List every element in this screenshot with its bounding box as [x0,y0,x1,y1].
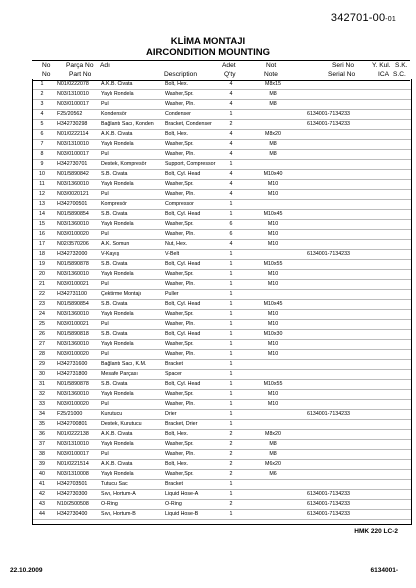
note: M10 [267,321,279,327]
row-number: 9 [40,161,44,167]
part-description: Washer,Spr. [165,271,194,277]
part-number: N03/1360010 [57,341,89,347]
part-description: Washer,Spr. [165,341,194,347]
part-number: N03/0100020 [57,231,89,237]
quantity: 1 [229,281,233,287]
part-name-tr: Destek, Kompresör [101,161,147,167]
part-name-tr: Yaylı Rondela [101,471,134,477]
serial-range: 6134001-7134233 [307,501,351,507]
part-description: Spacer [165,371,182,377]
note: M8 [269,441,277,447]
part-number: N03/1310010 [57,91,89,97]
document-number: 342701-00-01 [330,12,396,24]
note: M10 [267,341,279,347]
note: M10 [267,281,279,287]
part-name-tr: A.K.B. Civata [101,81,133,87]
part-number: N03/1360010 [57,391,89,397]
row-number: 12 [39,191,45,197]
quantity: 1 [229,381,233,387]
note: M10x40 [263,171,283,177]
header-sk-tr: S.K. [395,62,408,69]
part-description: Washer, Pln. [165,401,195,407]
row-number: 20 [39,271,45,277]
quantity: 6 [229,221,233,227]
part-name-tr: A.K.B. Civata [101,461,133,467]
part-description: Washer,Spr. [165,311,194,317]
part-name-tr: Yaylı Rondela [101,271,134,277]
part-name-tr: Kondensör [101,111,127,117]
part-description: V-Belt [165,251,180,257]
part-description: Bolt, Cyl. Head [165,301,201,307]
part-name-tr: Pul [101,151,109,157]
part-number: H342700801 [57,421,88,427]
note: M10 [267,181,279,187]
header-no-en: No [42,71,51,78]
part-number: N01/0221514 [57,461,89,467]
part-description: Washer,Spr. [165,441,194,447]
note: M8x20 [265,131,281,137]
row-number: 10 [39,171,45,177]
header-serial-tr: Seri No [332,62,354,69]
row-number: 17 [39,241,45,247]
part-name-tr: Mesafe Parçası [101,371,138,377]
part-number: N10/2500508 [57,501,89,507]
part-description: Bolt, Hex. [165,81,188,87]
note: M10x55 [263,381,283,387]
part-name-tr: Yaylı Rondela [101,311,134,317]
row-number: 8 [40,151,44,157]
note: M10x30 [263,331,283,337]
part-name-tr: Bağlantı Sacı, Konden [101,121,154,127]
row-number: 22 [39,291,45,297]
part-number: H342703501 [57,481,88,487]
row-number: 38 [39,451,45,457]
row-number: 37 [39,441,45,447]
header-part-en: Part No [69,71,92,78]
row-number: 32 [39,391,45,397]
table-row [33,509,411,520]
part-name-tr: Bağlantı Sacı, K.M. [101,361,147,367]
quantity: 1 [229,481,233,487]
quantity: 1 [229,301,233,307]
part-number: N03/0100017 [57,151,89,157]
quantity: 1 [229,261,233,267]
quantity: 1 [229,491,233,497]
quantity: 1 [229,391,233,397]
part-description: Liquid Hose-A [165,491,199,497]
part-name-tr: Yaylı Rondela [101,181,134,187]
part-description: O-Ring [165,501,182,507]
part-description: Bolt, Hex. [165,431,188,437]
row-number: 15 [39,221,45,227]
part-description: Washer,Spr. [165,471,194,477]
note: M10 [267,401,279,407]
quantity: 1 [229,211,233,217]
part-name-tr: Pul [101,231,109,237]
serial-range: 6134001-7134233 [307,491,351,497]
quantity: 1 [229,251,233,257]
part-number: N03/0100020 [57,401,89,407]
row-number: 4 [40,111,44,117]
note: M8x15 [265,81,281,87]
part-number: H342730300 [57,491,88,497]
part-number: H342732000 [57,251,88,257]
part-description: Bolt, Hex. [165,461,188,467]
quantity: 1 [229,351,233,357]
note: M8x20 [265,431,281,437]
row-number: 5 [40,121,44,127]
note: M10 [267,311,279,317]
header-ica-en: ICA [378,71,389,78]
part-number: H342700501 [57,201,88,207]
part-number: N01/0222078 [57,81,89,87]
part-name-tr: Pul [101,351,109,357]
footer-serial: 6134001- [370,567,398,574]
row-number: 6 [40,131,44,137]
row-number: 42 [39,491,45,497]
quantity: 1 [229,311,233,317]
part-number: N01/5890854 [57,301,89,307]
part-description: Bolt, Cyl. Head [165,381,201,387]
title-english: AIRCONDITION MOUNTING [145,47,271,58]
quantity: 2 [229,431,233,437]
part-name-tr: S.B. Civata [101,171,128,177]
part-description: Washer, Pln. [165,281,195,287]
serial-range: 6134001-7134233 [307,111,351,117]
part-name-tr: Pul [101,321,109,327]
part-description: Bracket [165,361,183,367]
part-name-tr: Pul [101,281,109,287]
quantity: 6 [229,231,233,237]
part-number: N03/0100020 [57,351,89,357]
note: M10 [267,351,279,357]
quantity: 2 [229,441,233,447]
row-number: 11 [39,181,45,187]
row-number: 21 [39,281,45,287]
row-number: 1 [40,81,44,87]
model-name: HMK 220 LC-2 [354,528,398,535]
part-description: Washer, Pln. [165,191,195,197]
quantity: 1 [229,411,233,417]
part-number: F25/20562 [57,111,83,117]
note: M8 [269,91,277,97]
row-number: 16 [39,231,45,237]
part-number: H342731800 [57,371,88,377]
part-name-tr: O-Ring [101,501,118,507]
note: M10 [267,271,279,277]
part-name-tr: Yaylı Rondela [101,221,134,227]
part-number: N03/0100021 [57,281,89,287]
part-description: Condenser [165,111,191,117]
part-number: N03/0020121 [57,191,89,197]
part-description: Bolt, Cyl. Head [165,171,201,177]
quantity: 2 [229,471,233,477]
header-name-tr: Adı [100,62,110,69]
note: M8 [269,451,277,457]
part-description: Bracket, Condenser [165,121,212,127]
row-number: 40 [39,471,45,477]
part-number: N01/5890878 [57,261,89,267]
part-description: Washer, Pln. [165,101,195,107]
part-description: Washer, Pln. [165,351,195,357]
part-name-tr: Yaylı Rondela [101,141,134,147]
part-number: N02/3570206 [57,241,89,247]
title-turkish: KLİMA MONTAJI [170,36,246,47]
quantity: 2 [229,501,233,507]
note: M10 [267,191,279,197]
quantity: 1 [229,321,233,327]
quantity: 1 [229,371,233,377]
part-number: N03/1360010 [57,271,89,277]
part-number: N01/5890842 [57,171,89,177]
parts-table-body [32,79,412,525]
part-number: N01/5890878 [57,381,89,387]
header-note-tr: Not [266,62,277,69]
part-name-tr: Destek, Kurutucu [101,421,142,427]
part-number: N01/0222138 [57,431,89,437]
quantity: 1 [229,421,233,427]
part-name-tr: S.B. Civata [101,261,128,267]
quantity: 4 [229,171,233,177]
row-number: 25 [39,321,45,327]
header-no-tr: No [42,62,51,69]
part-number: N03/1310008 [57,471,89,477]
part-description: Nut, Hex. [165,241,188,247]
part-name-tr: S.B. Civata [101,381,128,387]
part-description: Drier [165,411,177,417]
quantity: 1 [229,331,233,337]
row-number: 2 [40,91,44,97]
row-number: 18 [39,251,45,257]
part-description: Washer, Pln. [165,451,195,457]
quantity: 1 [229,161,233,167]
part-description: Compressor [165,201,194,207]
serial-range: 6134001-7134233 [307,121,351,127]
note: M8 [269,151,277,157]
part-number: H342730400 [57,511,88,517]
quantity: 4 [229,101,233,107]
part-number: N01/5890854 [57,211,89,217]
part-number: N03/1360010 [57,181,89,187]
part-number: N03/1310010 [57,441,89,447]
part-description: Support, Compressor [165,161,216,167]
part-name-tr: A.K.B. Civata [101,431,133,437]
part-number: N03/1360010 [57,221,89,227]
part-name-tr: Sıvı, Hortum-A [101,491,136,497]
header-ykul-tr: Y. Kul. [372,62,391,69]
note: M10x45 [263,301,283,307]
row-number: 36 [39,431,45,437]
note: M8 [269,141,277,147]
row-number: 39 [39,461,45,467]
part-name-tr: S.B. Civata [101,211,128,217]
document-suffix: -01 [385,16,396,23]
part-description: Bracket [165,481,183,487]
row-number: 44 [39,511,45,517]
part-description: Puller [165,291,179,297]
header-serial-en: Serial No [328,71,356,78]
part-description: Washer, Pln. [165,321,195,327]
header-sc-en: S.C. [393,71,406,78]
part-description: Bolt, Cyl. Head [165,261,201,267]
row-number: 35 [39,421,45,427]
row-number: 31 [39,381,45,387]
part-number: N03/0100021 [57,321,89,327]
quantity: 1 [229,341,233,347]
note: M6x20 [265,461,281,467]
note: M8 [269,101,277,107]
part-description: Washer,Spr. [165,141,194,147]
row-number: 24 [39,311,45,317]
part-name-tr: Yaylı Rondela [101,391,134,397]
part-number: N03/0100017 [57,451,89,457]
quantity: 2 [229,121,233,127]
part-number: N03/1310010 [57,141,89,147]
part-number: H342730298 [57,121,88,127]
row-number: 29 [39,361,45,367]
part-name-tr: Pul [101,191,109,197]
quantity: 4 [229,141,233,147]
part-name-tr: Kompresör [101,201,127,207]
note: M10 [267,221,279,227]
part-name-tr: V-Kayış [101,251,120,257]
table-header [32,60,410,81]
header-desc-en: Description [164,71,197,78]
part-name-tr: Sıvı, Hortum-B [101,511,136,517]
quantity: 1 [229,201,233,207]
header-note-en: Note [264,71,278,78]
note: M6 [269,471,277,477]
row-number: 41 [39,481,45,487]
quantity: 4 [229,81,233,87]
quantity: 4 [229,151,233,157]
part-number: N01/0222114 [57,131,89,137]
note: M10x55 [263,261,283,267]
part-number: F25/21000 [57,411,83,417]
row-number: 30 [39,371,45,377]
part-name-tr: Yaylı Rondela [101,91,134,97]
row-number: 34 [39,411,45,417]
quantity: 4 [229,241,233,247]
note: M10 [267,231,279,237]
part-number: N03/0100017 [57,101,89,107]
part-number: H342731100 [57,291,87,297]
part-description: Bolt, Cyl. Head [165,331,201,337]
row-number: 13 [39,201,45,207]
row-number: 19 [39,261,45,267]
row-number: 43 [39,501,45,507]
part-name-tr: A.K.B. Civata [101,131,133,137]
part-name-tr: A.K. Somun [101,241,130,247]
part-name-tr: S.B. Civata [101,301,128,307]
quantity: 1 [229,291,233,297]
part-description: Washer,Spr. [165,181,194,187]
quantity: 4 [229,191,233,197]
quantity: 1 [229,401,233,407]
header-part-tr: Parça No [66,62,94,69]
part-description: Washer,Spr. [165,391,194,397]
part-number: N03/1360010 [57,311,89,317]
serial-range: 6134001-7134233 [307,251,351,257]
serial-range: 6134001-7134233 [307,511,351,517]
quantity: 4 [229,131,233,137]
serial-range: 6134001-7134233 [307,411,351,417]
part-name-tr: Yaylı Rondela [101,341,134,347]
part-name-tr: S.B. Civata [101,331,128,337]
part-name-tr: Yaylı Rondela [101,441,134,447]
quantity: 1 [229,271,233,277]
quantity: 2 [229,451,233,457]
quantity: 1 [229,361,233,367]
part-name-tr: Tutucu Sac [101,481,128,487]
row-number: 27 [39,341,45,347]
quantity: 4 [229,91,233,97]
part-name-tr: Kurutucu [101,411,123,417]
part-number: N01/5890818 [57,331,89,337]
part-name-tr: Pul [101,101,109,107]
part-description: Washer,Spr. [165,221,194,227]
row-number: 26 [39,331,45,337]
header-qty-en: Q'ty [224,71,236,78]
part-description: Bracket, Drier [165,421,198,427]
part-name-tr: Çektirme Montajı [101,291,142,297]
quantity: 4 [229,181,233,187]
row-number: 3 [40,101,44,107]
part-description: Bolt, Hex. [165,131,188,137]
row-number: 14 [39,211,45,217]
row-number: 28 [39,351,45,357]
part-number: H342730701 [57,161,88,167]
quantity: 2 [229,461,233,467]
note: M10x45 [263,211,283,217]
part-name-tr: Pul [101,451,109,457]
part-description: Bolt, Cyl. Head [165,211,201,217]
document-date: 22.10.2009 [10,567,43,574]
part-name-tr: Pul [101,401,109,407]
row-number: 33 [39,401,45,407]
part-description: Liquid Hose-B [165,511,199,517]
quantity: 1 [229,111,233,117]
part-description: Washer,Spr. [165,91,194,97]
part-number: H342731600 [57,361,88,367]
part-description: Washer, Pln. [165,231,195,237]
note: M10 [267,391,279,397]
part-description: Washer, Pln. [165,151,195,157]
header-qty-tr: Adet [222,62,236,69]
note: M10 [267,241,279,247]
quantity: 1 [229,511,233,517]
row-number: 7 [40,141,44,147]
row-number: 23 [39,301,45,307]
